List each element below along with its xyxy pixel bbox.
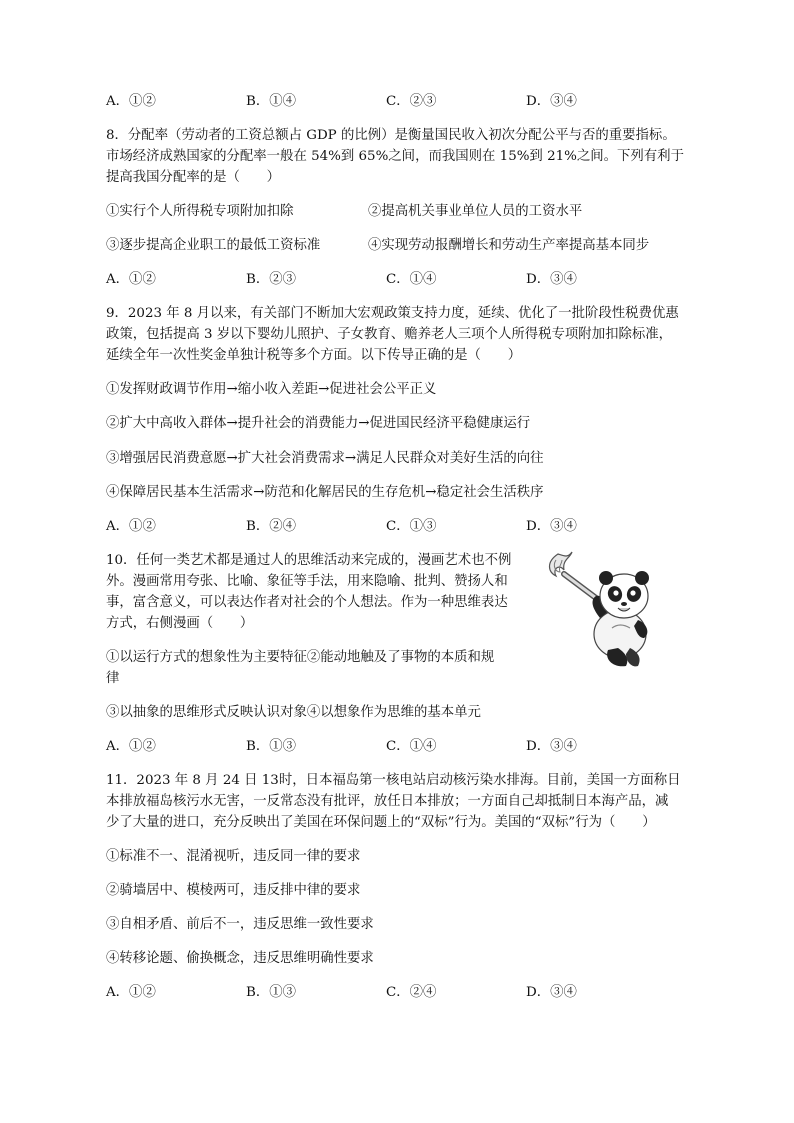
q10-stem-line: 事，富含意义，可以表达作者对社会的个人想法。作为一种思维表达 [106, 595, 508, 610]
q10-statement: ③以抽象的思维形式反映认识对象④以想象作为思维的基本单元 [106, 705, 481, 720]
option-b: B．②③ [246, 272, 297, 287]
q7-options [106, 92, 706, 112]
option-d: D．③④ [526, 272, 577, 287]
q8-stem-line: 8．分配率（劳动者的工资总额占 GDP 的比例）是衡量国民收入初次分配公平与否的重要指标。 [106, 128, 676, 143]
q11-stem-line: 少了大量的进口，充分反映出了美国在环保问题上的“双标”行为。美国的“双标”行为（ ） [106, 815, 656, 830]
q9-stem-line: 9．2023 年 8 月以来，有关部门不断加大宏观政策支持力度，延续、优化了一批阶段性税费优惠 [106, 306, 679, 321]
q11-statement: ②骑墙居中、模棱两可，违反排中律的要求 [106, 883, 361, 898]
q10-options [106, 737, 706, 757]
q11-stem-line: 本排放福岛核污水无害，一反常态没有批评，放任日本排放；一方面自己却抵制日本海产品，减 [106, 794, 669, 809]
q8-statement: ④实现劳动报酬增长和劳动生产率提高基本同步 [368, 238, 650, 253]
q10-statement: 律 [106, 671, 120, 686]
q8-stem-line: 提高我国分配率的是（ ） [106, 170, 281, 185]
q8-statement: ②提高机关事业单位人员的工资水平 [368, 204, 583, 219]
option-a: A．①② [106, 985, 156, 1000]
q9-stem-line: 政策，包括提高 3 岁以下婴幼儿照护、子女教育、赡养老人三项个人所得税专项附加扣除标准， [106, 327, 673, 342]
q10-stem-line: 外。漫画常用夸张、比喻、象征等手法，用来隐喻、批判、赞扬人和 [106, 574, 508, 589]
panda-cartoon-image [538, 548, 678, 676]
q9-stem-line: 延续全年一次性奖金单独计税等多个方面。以下传导正确的是（ ） [106, 348, 522, 363]
option-a: A．①② [106, 94, 156, 109]
q8-statement: ①实行个人所得税专项附加扣除 [106, 204, 294, 219]
q11-statement: ①标准不一、混淆视听，违反同一律的要求 [106, 849, 361, 864]
option-b: B．①④ [246, 94, 297, 109]
q8-options [106, 270, 706, 290]
option-d: D．③④ [526, 985, 577, 1000]
q8-stem-line: 市场经济成熟国家的分配率一般在 54%到 65%之间，而我国则在 15%到 21%之间。下列有利于 [106, 149, 684, 164]
option-d: D．③④ [526, 739, 577, 754]
q11-stem-line: 11．2023 年 8 月 24 日 13时，日本福岛第一核电站启动核污染水排海。目前，美国一方面称日 [106, 773, 681, 788]
option-b: B．①③ [246, 985, 297, 1000]
q8-statement: ③逐步提高企业职工的最低工资标准 [106, 238, 321, 253]
q11-statement: ④转移论题、偷换概念，违反思维明确性要求 [106, 951, 374, 966]
q9-statement: ④保障居民基本生活需求→防范和化解居民的生存危机→稳定社会生活秩序 [106, 485, 544, 500]
option-b: B．②④ [246, 519, 297, 534]
q10-stem-line: 方式，右侧漫画（ ） [106, 616, 254, 631]
q9-statement: ①发挥财政调节作用→缩小收入差距→促进社会公平正义 [106, 382, 437, 397]
option-b: B．①③ [246, 739, 297, 754]
q11-options [106, 983, 706, 1003]
option-a: A．①② [106, 519, 156, 534]
option-c: C．②④ [386, 985, 437, 1000]
q10-statement: ①以运行方式的想象性为主要特征②能动地触及了事物的本质和规 [106, 650, 495, 665]
option-c: C．②③ [386, 94, 437, 109]
q10-stem-line: 10．任何一类艺术都是通过人的思维活动来完成的，漫画艺术也不例 [106, 553, 512, 568]
q11-statement: ③自相矛盾、前后不一，违反思维一致性要求 [106, 917, 374, 932]
option-d: D．③④ [526, 94, 577, 109]
option-c: C．①④ [386, 272, 437, 287]
q9-options [106, 517, 706, 537]
option-a: A．①② [106, 739, 156, 754]
option-d: D．③④ [526, 519, 577, 534]
q9-statement: ③增强居民消费意愿→扩大社会消费需求→满足人民群众对美好生活的向往 [106, 451, 544, 466]
option-c: C．①③ [386, 519, 437, 534]
q9-statement: ②扩大中高收入群体→提升社会的消费能力→促进国民经济平稳健康运行 [106, 416, 531, 431]
option-c: C．①④ [386, 739, 437, 754]
option-a: A．①② [106, 272, 156, 287]
